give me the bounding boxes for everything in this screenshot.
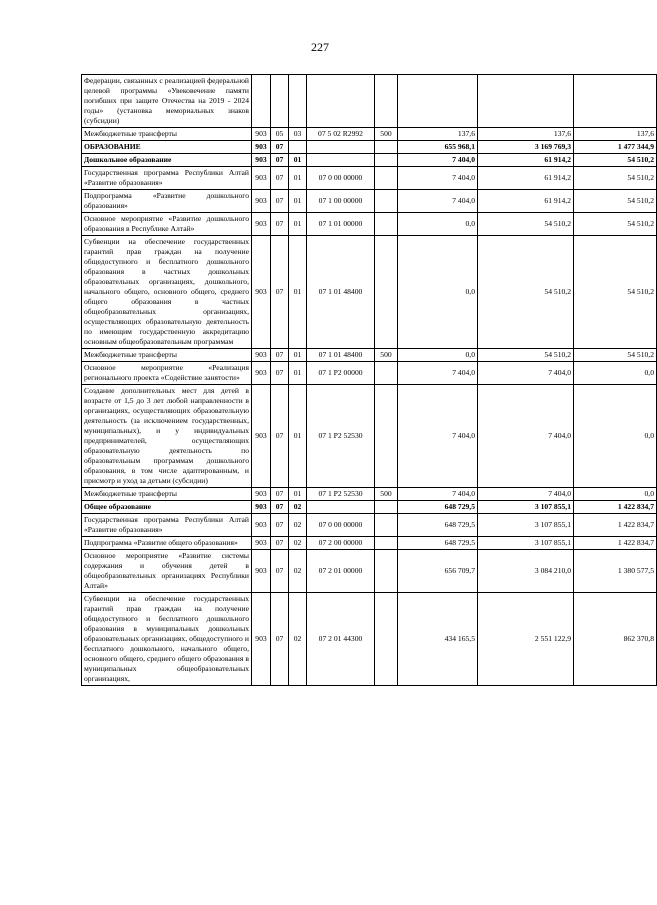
subsection-code: 02 [289,550,307,593]
expense-type-code [375,385,398,488]
subsection-code: 01 [289,488,307,501]
subsection-code: 02 [289,514,307,537]
expense-type-code: 500 [375,349,398,362]
table-row [82,213,657,236]
grbs-code: 903 [252,550,271,593]
grbs-code [252,75,271,128]
section-code: 07 [271,501,289,514]
amount-year2: 54 510,2 [478,236,574,349]
amount-year2: 137,6 [478,128,574,141]
amount-year2: 2 551 122,9 [478,593,574,686]
table-row [82,550,657,593]
expense-type-code [375,154,398,167]
table-row [82,236,657,349]
expense-type-code [375,236,398,349]
row-name: Федерации, связанных с реализацией федеральной целевой программы «Увековечение памяти погибших при защите Отечества на 2019 - 2024 годы» (установка мемориальных знаков (субсидии) [82,75,252,128]
amount-year1: 655 968,1 [398,141,478,154]
section-code: 07 [271,141,289,154]
amount-year1: 7 404,0 [398,167,478,190]
amount-year3: 54 510,2 [574,236,657,349]
row-name: Подпрограмма «Развитие общего образования» [82,537,252,550]
table-row [82,190,657,213]
expense-type-code [375,167,398,190]
amount-year3: 54 510,2 [574,349,657,362]
grbs-code: 903 [252,349,271,362]
amount-year1: 434 165,5 [398,593,478,686]
subsection-code: 02 [289,593,307,686]
target-article-code: 07 5 02 R2992 [307,128,375,141]
amount-year2: 3 107 855,1 [478,514,574,537]
section-code: 05 [271,128,289,141]
section-code: 07 [271,167,289,190]
target-article-code [307,141,375,154]
table-row [82,514,657,537]
amount-year1: 7 404,0 [398,190,478,213]
section-code: 07 [271,593,289,686]
target-article-code: 07 1 01 48400 [307,349,375,362]
amount-year3: 0,0 [574,488,657,501]
section-code: 07 [271,514,289,537]
target-article-code [307,154,375,167]
amount-year3: 54 510,2 [574,154,657,167]
amount-year2: 61 914,2 [478,190,574,213]
row-name: Межбюджетные трансферты [82,128,252,141]
amount-year1: 0,0 [398,213,478,236]
amount-year1: 7 404,0 [398,385,478,488]
row-name: Создание дополнительных мест для детей в возрасте от 1,5 до 3 лет любой направленности в организациях, осуществляющих образовательную деятельность (за исключением государственных, муниципальных), и у индивидуальных предпринимателей, осуществляющих образовательную деятельность по образовательным программам дошкольного образования, в том числе адаптированным, и присмотр и уход за детьми (субсидии) [82,385,252,488]
section-code: 07 [271,213,289,236]
section-code: 07 [271,236,289,349]
expense-type-code [375,514,398,537]
section-code: 07 [271,349,289,362]
subsection-code: 01 [289,349,307,362]
expense-type-code [375,362,398,385]
amount-year1: 648 729,5 [398,501,478,514]
row-name: Основное мероприятие «Развитие дошкольного образования в Республике Алтай» [82,213,252,236]
table-row [82,141,657,154]
subsection-code: 02 [289,501,307,514]
amount-year2: 3 107 855,1 [478,501,574,514]
amount-year3: 54 510,2 [574,213,657,236]
expense-type-code: 500 [375,128,398,141]
table-row [82,537,657,550]
amount-year3: 1 422 834,7 [574,514,657,537]
grbs-code: 903 [252,362,271,385]
table-row [82,75,657,128]
expense-type-code [375,593,398,686]
row-name: Субвенции на обеспечение государственных гарантий прав граждан на получение общедоступного и бесплатного дошкольного образования в частных дошкольных образовательных организациях, дошкольного, начального общего, основного общего, среднего общего образования в частных общеобразовательных организациях, осуществляющих образовательную деятельность по имеющим государственную аккредитацию основным общеобразовательным программам [82,236,252,349]
grbs-code: 903 [252,501,271,514]
expense-type-code [375,75,398,128]
table-row [82,128,657,141]
grbs-code: 903 [252,190,271,213]
subsection-code: 01 [289,167,307,190]
row-name: Межбюджетные трансферты [82,349,252,362]
section-code [271,75,289,128]
grbs-code: 903 [252,593,271,686]
amount-year1 [398,75,478,128]
row-name: Государственная программа Республики Алтай «Развитие образования» [82,514,252,537]
grbs-code: 903 [252,128,271,141]
amount-year3: 1 477 344,9 [574,141,657,154]
row-name: Подпрограмма «Развитие дошкольного образования» [82,190,252,213]
amount-year1: 648 729,5 [398,537,478,550]
target-article-code: 07 2 01 00000 [307,550,375,593]
amount-year1: 0,0 [398,349,478,362]
target-article-code: 07 1 P2 52530 [307,385,375,488]
expense-type-code [375,190,398,213]
section-code: 07 [271,385,289,488]
grbs-code: 903 [252,213,271,236]
table-row [82,154,657,167]
target-article-code: 07 0 00 00000 [307,167,375,190]
row-name: Основное мероприятие «Реализация регионального проекта «Содействие занятости» [82,362,252,385]
amount-year3: 1 422 834,7 [574,537,657,550]
target-article-code: 07 2 01 44300 [307,593,375,686]
amount-year1: 656 709,7 [398,550,478,593]
section-code: 07 [271,154,289,167]
page-number: 227 [311,40,329,54]
subsection-code: 01 [289,362,307,385]
target-article-code [307,501,375,514]
target-article-code: 07 1 01 48400 [307,236,375,349]
subsection-code: 01 [289,213,307,236]
amount-year3: 137,6 [574,128,657,141]
target-article-code: 07 0 00 00000 [307,514,375,537]
section-code: 07 [271,190,289,213]
subsection-code: 01 [289,190,307,213]
amount-year2: 3 169 769,3 [478,141,574,154]
amount-year2: 54 510,2 [478,349,574,362]
row-name: ОБРАЗОВАНИЕ [82,141,252,154]
row-name: Государственная программа Республики Алтай «Развитие образования» [82,167,252,190]
amount-year3: 862 370,8 [574,593,657,686]
row-name: Межбюджетные трансферты [82,488,252,501]
amount-year2: 7 404,0 [478,385,574,488]
grbs-code: 903 [252,514,271,537]
table-row [82,593,657,686]
subsection-code [289,141,307,154]
expense-type-code [375,213,398,236]
grbs-code: 903 [252,488,271,501]
row-name: Субвенции на обеспечение государственных гарантий прав граждан на получение общедоступного и бесплатного дошкольного образования в муниципальных дошкольных образовательных организациях, общедоступного и бесплатного дошкольного, начального общего, основного общего, среднего общего образования в муниципальных общеобразовательных организациях, [82,593,252,686]
amount-year1: 0,0 [398,236,478,349]
table-row [82,501,657,514]
target-article-code: 07 2 00 00000 [307,537,375,550]
subsection-code [289,75,307,128]
expense-type-code: 500 [375,488,398,501]
amount-year2: 7 404,0 [478,488,574,501]
amount-year2: 61 914,2 [478,154,574,167]
expense-type-code [375,550,398,593]
row-name: Основное мероприятие «Развитие системы содержания и обучения детей в общеобразовательных организациях Республики Алтай» [82,550,252,593]
table-row [82,349,657,362]
amount-year1: 137,6 [398,128,478,141]
amount-year1: 7 404,0 [398,488,478,501]
amount-year3: 0,0 [574,362,657,385]
grbs-code: 903 [252,236,271,349]
table-row [82,488,657,501]
amount-year2 [478,75,574,128]
amount-year3: 54 510,2 [574,190,657,213]
expense-type-code [375,141,398,154]
section-code: 07 [271,537,289,550]
expense-type-code [375,501,398,514]
amount-year3: 1 422 834,7 [574,501,657,514]
expense-type-code [375,537,398,550]
amount-year3: 54 510,2 [574,167,657,190]
amount-year2: 61 914,2 [478,167,574,190]
target-article-code: 07 1 P2 00000 [307,362,375,385]
amount-year1: 7 404,0 [398,154,478,167]
table-row [82,385,657,488]
amount-year3: 1 380 577,5 [574,550,657,593]
target-article-code: 07 1 00 00000 [307,190,375,213]
subsection-code: 01 [289,236,307,349]
amount-year2: 7 404,0 [478,362,574,385]
table-row [82,362,657,385]
grbs-code: 903 [252,154,271,167]
section-code: 07 [271,488,289,501]
grbs-code: 903 [252,385,271,488]
subsection-code: 01 [289,385,307,488]
grbs-code: 903 [252,141,271,154]
target-article-code [307,75,375,128]
subsection-code: 03 [289,128,307,141]
budget-table [81,74,657,686]
amount-year2: 3 084 210,0 [478,550,574,593]
amount-year3: 0,0 [574,385,657,488]
grbs-code: 903 [252,537,271,550]
amount-year3 [574,75,657,128]
amount-year2: 54 510,2 [478,213,574,236]
subsection-code: 02 [289,537,307,550]
row-name: Дошкольное образование [82,154,252,167]
target-article-code: 07 1 P2 52530 [307,488,375,501]
row-name: Общее образование [82,501,252,514]
subsection-code: 01 [289,154,307,167]
amount-year1: 648 729,5 [398,514,478,537]
amount-year1: 7 404,0 [398,362,478,385]
section-code: 07 [271,362,289,385]
section-code: 07 [271,550,289,593]
grbs-code: 903 [252,167,271,190]
target-article-code: 07 1 01 00000 [307,213,375,236]
table-row [82,167,657,190]
amount-year2: 3 107 855,1 [478,537,574,550]
